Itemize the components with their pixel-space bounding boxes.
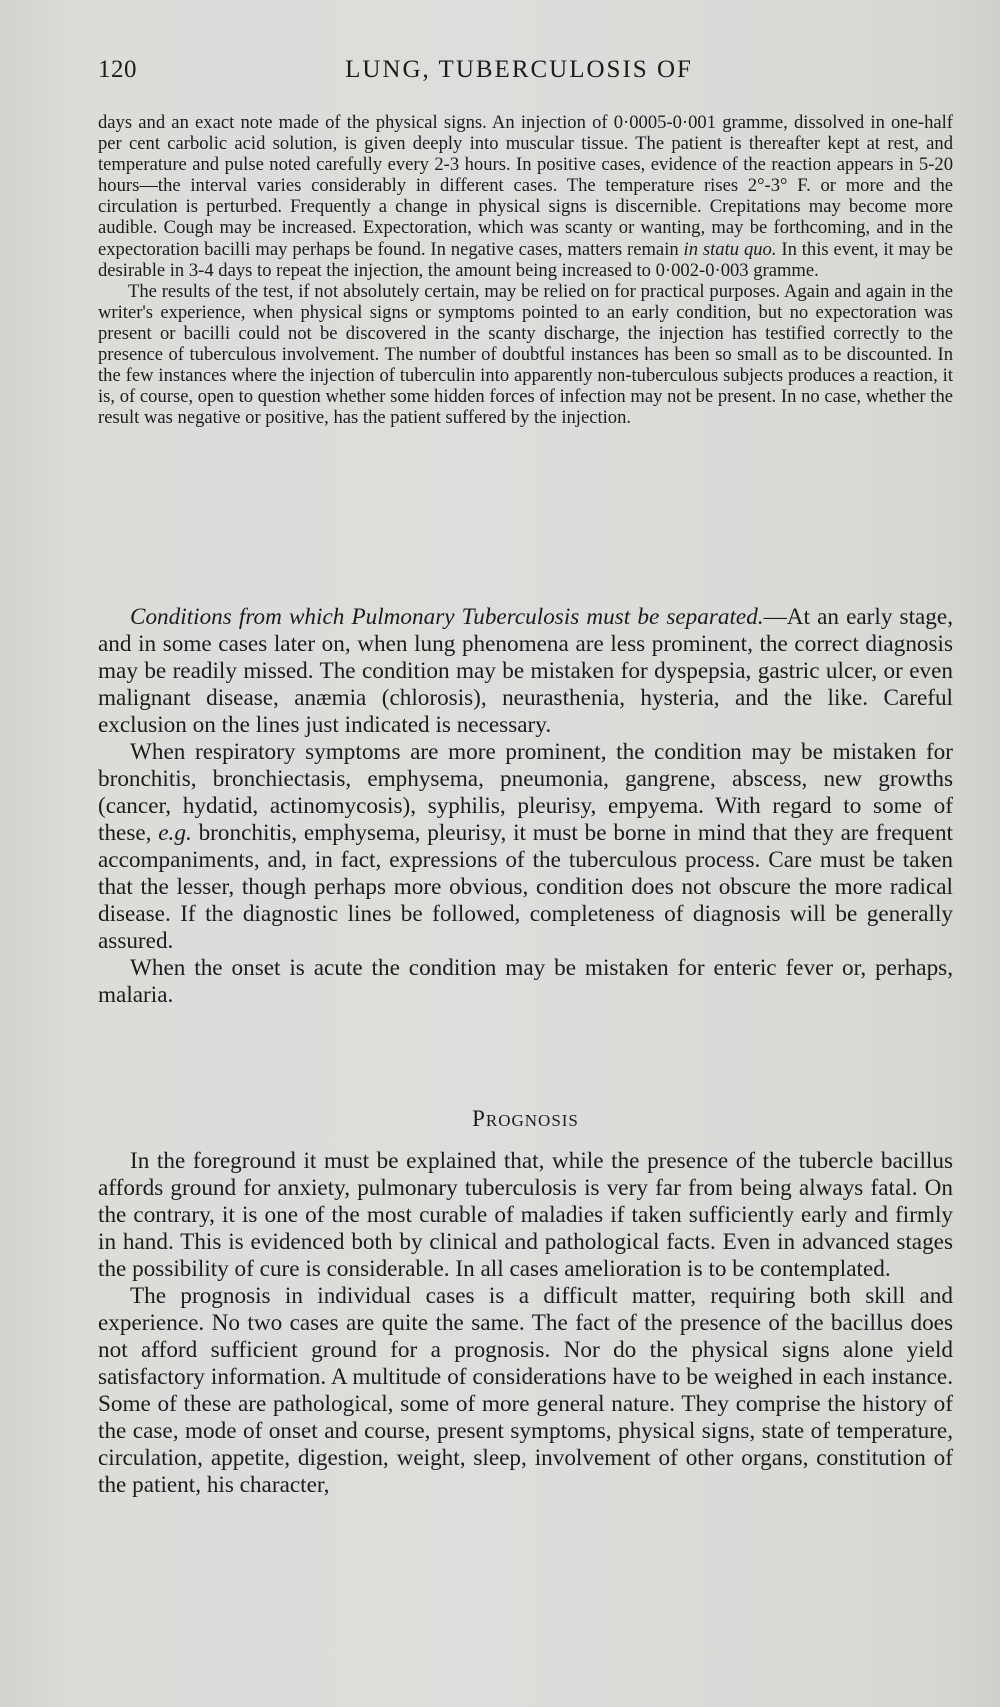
- section-lead: Conditions from which Pulmonary Tuberculosis must be separated.: [130, 604, 764, 630]
- page-number: 120: [98, 56, 137, 83]
- tuberculin-test-text: [98, 112, 953, 428]
- page-header: [98, 56, 950, 90]
- running-title: LUNG, TUBERCULOSIS OF: [345, 56, 693, 83]
- paragraph: The prognosis in individual cases is a difficult matter, requiring both skill and experience. No two cases are quite the same. The fact of the presence of the bacillus does not afford sufficient ground for a prognosis. Nor do the physical signs alone yield satisfactory information. A multitude of considerations have to be weighed in each instance. Some of these are pathological, some of more general nature. They comprise the history of the case, mode of onset and course, present symptoms, physical signs, state of temperature, circulation, appetite, digestion, weight, sleep, involvement of other organs, constitution of the patient, his character,: [98, 1283, 953, 1498]
- section-heading-prognosis: PROGNOSIS: [472, 1106, 579, 1131]
- prognosis-text: [98, 1148, 953, 1499]
- paragraph: In the foreground it must be explained that, while the presence of the tubercle bacillus affords ground for anxiety, pulmonary tuberculosis is very far from being always fatal. On the contrary, it is one of the most curable of maladies if taken sufficiently early and firmly in hand. This is evidenced both by clinical and pathological facts. Even in advanced stages the possibility of cure is considerable. In all cases amelioration is to be contemplated.: [98, 1148, 953, 1282]
- paragraph: The results of the test, if not absolutely certain, may be relied on for practical purposes. Again and again in the writer's experience, when physical signs or symptoms pointed to an early condition, but no expectoration was present or bacilli could not be discovered in the scanty discharge, the injection has testified correctly to the presence of tuberculous involvement. The number of doubtful instances has been so small as to be discounted. In the few instances where the injection of tuberculin into apparently non-tuberculous subjects produces a reaction, it is, of course, open to question whether some hidden forces of infection may not be present. In no case, whether the result was negative or positive, has the patient suffered by the injection.: [98, 280, 953, 429]
- paragraph: When respiratory symptoms are more prominent, the condition may be mistaken for bronchitis, bronchiectasis, emphysema, pneumonia, gangrene, abscess, new growths (cancer, hydatid, actinomycosis), syphilis, pleurisy, empyema. With regard to some of these, e.g. bronchitis, emphysema, pleurisy, it must be borne in mind that they are frequent accompaniments, and, in fact, expressions of the tuberculous process. Care must be taken that the lesser, though perhaps more obvious, condition does not obscure the more radical disease. If the diagnostic lines be followed, completeness of diagnosis will be generally assured.: [98, 739, 953, 954]
- paragraph: When the onset is acute the condition may be mistaken for enteric fever or, perhaps, malaria.: [98, 955, 953, 1008]
- differential-diagnosis-text: [98, 604, 953, 1009]
- section-paragraph: Conditions from which Pulmonary Tuberculosis must be separated.—At an early stage, and in some cases later on, when lung phenomena are less prominent, the correct diagnosis may be readily missed. The condition may be mistaken for dyspepsia, gastric ulcer, or even malignant disease, anæmia (chlorosis), neurasthenia, hysteria, and the like. Careful exclusion on the lines just indicated is necessary.: [98, 604, 953, 738]
- paragraph: days and an exact note made of the physical signs. An injection of 0·0005-0·001 gramme, dissolved in one-half per cent carbolic acid solution, is given deeply into muscular tissue. The patient is thereafter kept at rest, and temperature and pulse noted carefully every 2-3 hours. In positive cases, evidence of the reaction appears in 5-20 hours—the interval varies considerably in different cases. The temperature rises 2°-3° F. or more and the circulation is perturbed. Frequently a change in physical signs is discernible. Crepitations may become more audible. Cough may be increased. Expectoration, which was scanty or wanting, may be forthcoming, and in the expectoration bacilli may perhaps be found. In negative cases, matters remain in statu quo. In this event, it may be desirable in 3-4 days to repeat the injection, the amount being increased to 0·002-0·003 gramme.: [98, 112, 953, 281]
